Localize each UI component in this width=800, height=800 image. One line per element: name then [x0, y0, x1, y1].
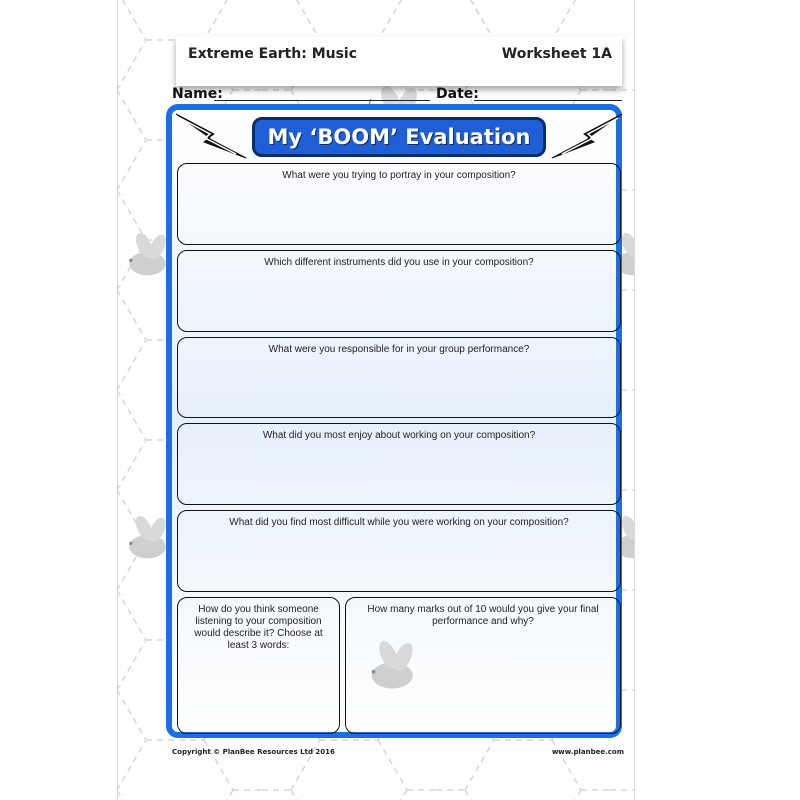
- name-label: Name:: [172, 86, 223, 102]
- copyright-text: Copyright © PlanBee Resources Ltd 2016: [172, 748, 335, 756]
- evaluation-title-banner: [252, 117, 546, 157]
- worksheet-header: [176, 36, 622, 86]
- lightning-bolt-icon: [550, 112, 624, 162]
- answer-box-2[interactable]: [177, 250, 621, 332]
- question-5: What did you find most difficult while you were working on your composition?: [229, 517, 569, 528]
- website-link[interactable]: www.planbee.com: [551, 748, 624, 756]
- answer-box-5[interactable]: [177, 510, 621, 592]
- question-describe: How do you think someone listening to your composition would describe it? Choose at least 3 words:: [194, 604, 323, 651]
- date-label: Date:: [436, 86, 479, 102]
- question-marks: How many marks out of 10 would you give your final performance and why?: [367, 604, 599, 627]
- bee-watermark-icon: [358, 640, 432, 696]
- name-field[interactable]: [214, 100, 430, 101]
- question-1: What were you trying to portray in your composition?: [282, 170, 516, 181]
- question-4: What did you most enjoy about working on your composition?: [262, 430, 536, 441]
- question-2: Which different instruments did you use in your composition?: [264, 257, 534, 268]
- answer-box-4[interactable]: [177, 423, 621, 505]
- question-3: What were you responsible for in your group performance?: [268, 344, 530, 355]
- lightning-bolt-icon: [174, 112, 248, 162]
- topic-title: Extreme Earth: Music: [188, 46, 358, 62]
- worksheet-page: [118, 0, 634, 800]
- answer-box-describe[interactable]: [177, 597, 340, 734]
- answer-box-1[interactable]: [177, 163, 621, 245]
- evaluation-title: My ‘BOOM’ Evaluation: [267, 125, 531, 149]
- answer-box-3[interactable]: [177, 337, 621, 418]
- date-field[interactable]: [474, 100, 622, 101]
- worksheet-number: Worksheet 1A: [501, 46, 612, 62]
